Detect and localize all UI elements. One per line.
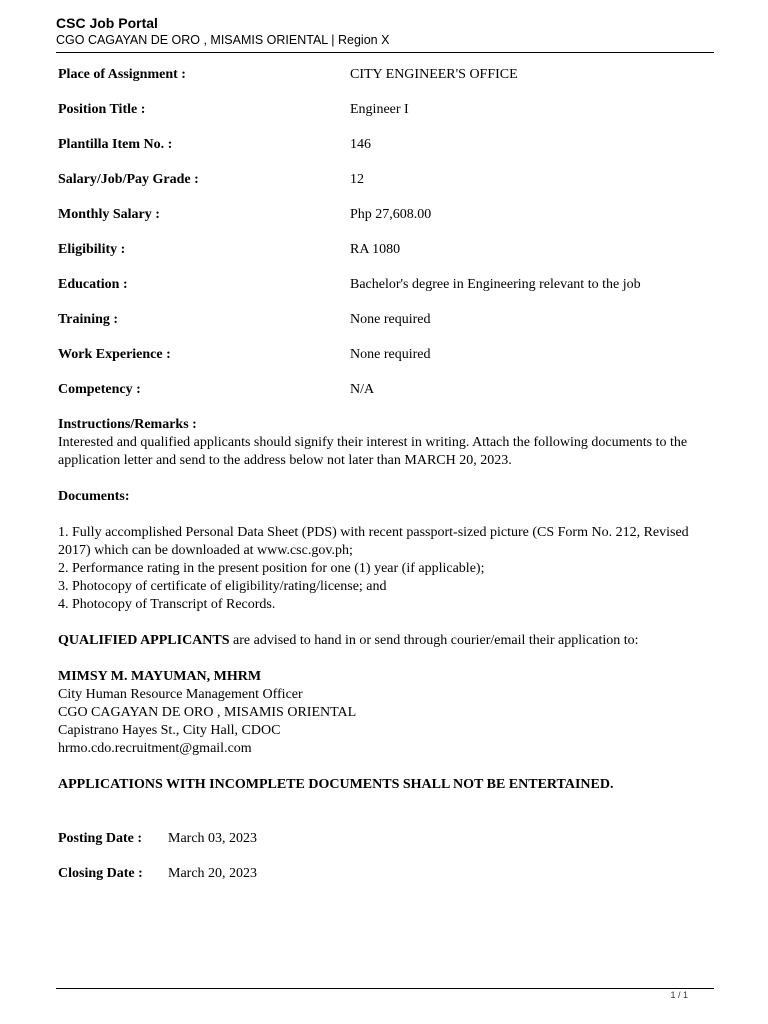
field-label: Place of Assignment : bbox=[58, 67, 186, 82]
portal-title: CSC Job Portal bbox=[56, 15, 158, 31]
field-value: 146 bbox=[350, 137, 371, 152]
field-row-place bbox=[58, 66, 714, 101]
contact-name: MIMSY M. MAYUMAN, MHRM bbox=[58, 669, 262, 684]
field-row-plantilla bbox=[58, 136, 714, 171]
portal-subtitle: CGO CAGAYAN DE ORO , MISAMIS ORIENTAL | Region X bbox=[56, 33, 390, 47]
field-label: Monthly Salary : bbox=[58, 207, 160, 222]
field-label: Eligibility : bbox=[58, 242, 126, 257]
field-row-position bbox=[58, 101, 714, 136]
closing-date-row bbox=[58, 865, 714, 900]
field-value: Engineer I bbox=[350, 102, 409, 117]
documents-title: Documents: bbox=[58, 489, 130, 504]
field-row-training bbox=[58, 311, 714, 346]
page-header bbox=[56, 14, 714, 48]
field-value: None required bbox=[350, 347, 431, 362]
field-row-work-experience bbox=[58, 346, 714, 381]
closing-date-label: Closing Date : bbox=[58, 866, 143, 881]
field-row-education bbox=[58, 276, 714, 311]
field-value: 12 bbox=[350, 172, 364, 187]
field-label: Plantilla Item No. : bbox=[58, 137, 173, 152]
footer-divider bbox=[56, 988, 714, 989]
field-row-eligibility bbox=[58, 241, 714, 276]
field-value: Bachelor's degree in Engineering relevant to the job bbox=[350, 277, 641, 292]
closing-date-value: March 20, 2023 bbox=[168, 866, 258, 881]
job-details bbox=[58, 66, 714, 900]
contact-address: Capistrano Hayes St., City Hall, CDOC bbox=[58, 723, 281, 738]
contact-position: City Human Resource Management Officer bbox=[58, 687, 303, 702]
instructions-title: Instructions/Remarks : bbox=[58, 417, 197, 432]
field-label: Salary/Job/Pay Grade : bbox=[58, 172, 199, 187]
field-value: RA 1080 bbox=[350, 242, 401, 257]
document-item: 3. Photocopy of certificate of eligibility/rating/license; and bbox=[58, 579, 387, 594]
posting-date-value: March 03, 2023 bbox=[168, 831, 258, 846]
incomplete-documents-warning: APPLICATIONS WITH INCOMPLETE DOCUMENTS SHALL NOT BE ENTERTAINED. bbox=[58, 777, 614, 792]
header-divider bbox=[56, 52, 714, 53]
posting-date-label: Posting Date : bbox=[58, 831, 142, 846]
field-label: Position Title : bbox=[58, 102, 146, 117]
field-label: Work Experience : bbox=[58, 347, 171, 362]
contact-office: CGO CAGAYAN DE ORO , MISAMIS ORIENTAL bbox=[58, 705, 357, 720]
qualified-applicants-note bbox=[58, 632, 714, 650]
field-value: CITY ENGINEER'S OFFICE bbox=[350, 67, 518, 82]
field-value: Php 27,608.00 bbox=[350, 207, 432, 222]
field-row-competency bbox=[58, 381, 714, 416]
document-item: 2. Performance rating in the present position for one (1) year (if applicable); bbox=[58, 561, 485, 576]
field-value: None required bbox=[350, 312, 431, 327]
instructions-text: Interested and qualified applicants should signify their interest in writing. Attach the following documents to the application letter and send to the address below not later than MARCH 20, 2023. bbox=[58, 435, 688, 468]
page-number: 1 / 1 bbox=[670, 990, 688, 1000]
document-item: 4. Photocopy of Transcript of Records. bbox=[58, 597, 276, 612]
field-label: Education : bbox=[58, 277, 128, 292]
field-label: Competency : bbox=[58, 382, 141, 397]
contact-email: hrmo.cdo.recruitment@gmail.com bbox=[58, 741, 252, 756]
qualified-rest: are advised to hand in or send through courier/email their application to: bbox=[229, 633, 639, 648]
field-value: N/A bbox=[350, 382, 375, 397]
document-item: 1. Fully accomplished Personal Data Sheet (PDS) with recent passport-sized picture (CS Form No. 212, Revised 2017) which can be downloaded at www.csc.gov.ph; bbox=[58, 525, 689, 558]
posting-date-row bbox=[58, 830, 714, 865]
qualified-lead: QUALIFIED APPLICANTS bbox=[58, 633, 230, 648]
field-label: Training : bbox=[58, 312, 119, 327]
field-row-salary-grade bbox=[58, 171, 714, 206]
field-row-monthly-salary bbox=[58, 206, 714, 241]
